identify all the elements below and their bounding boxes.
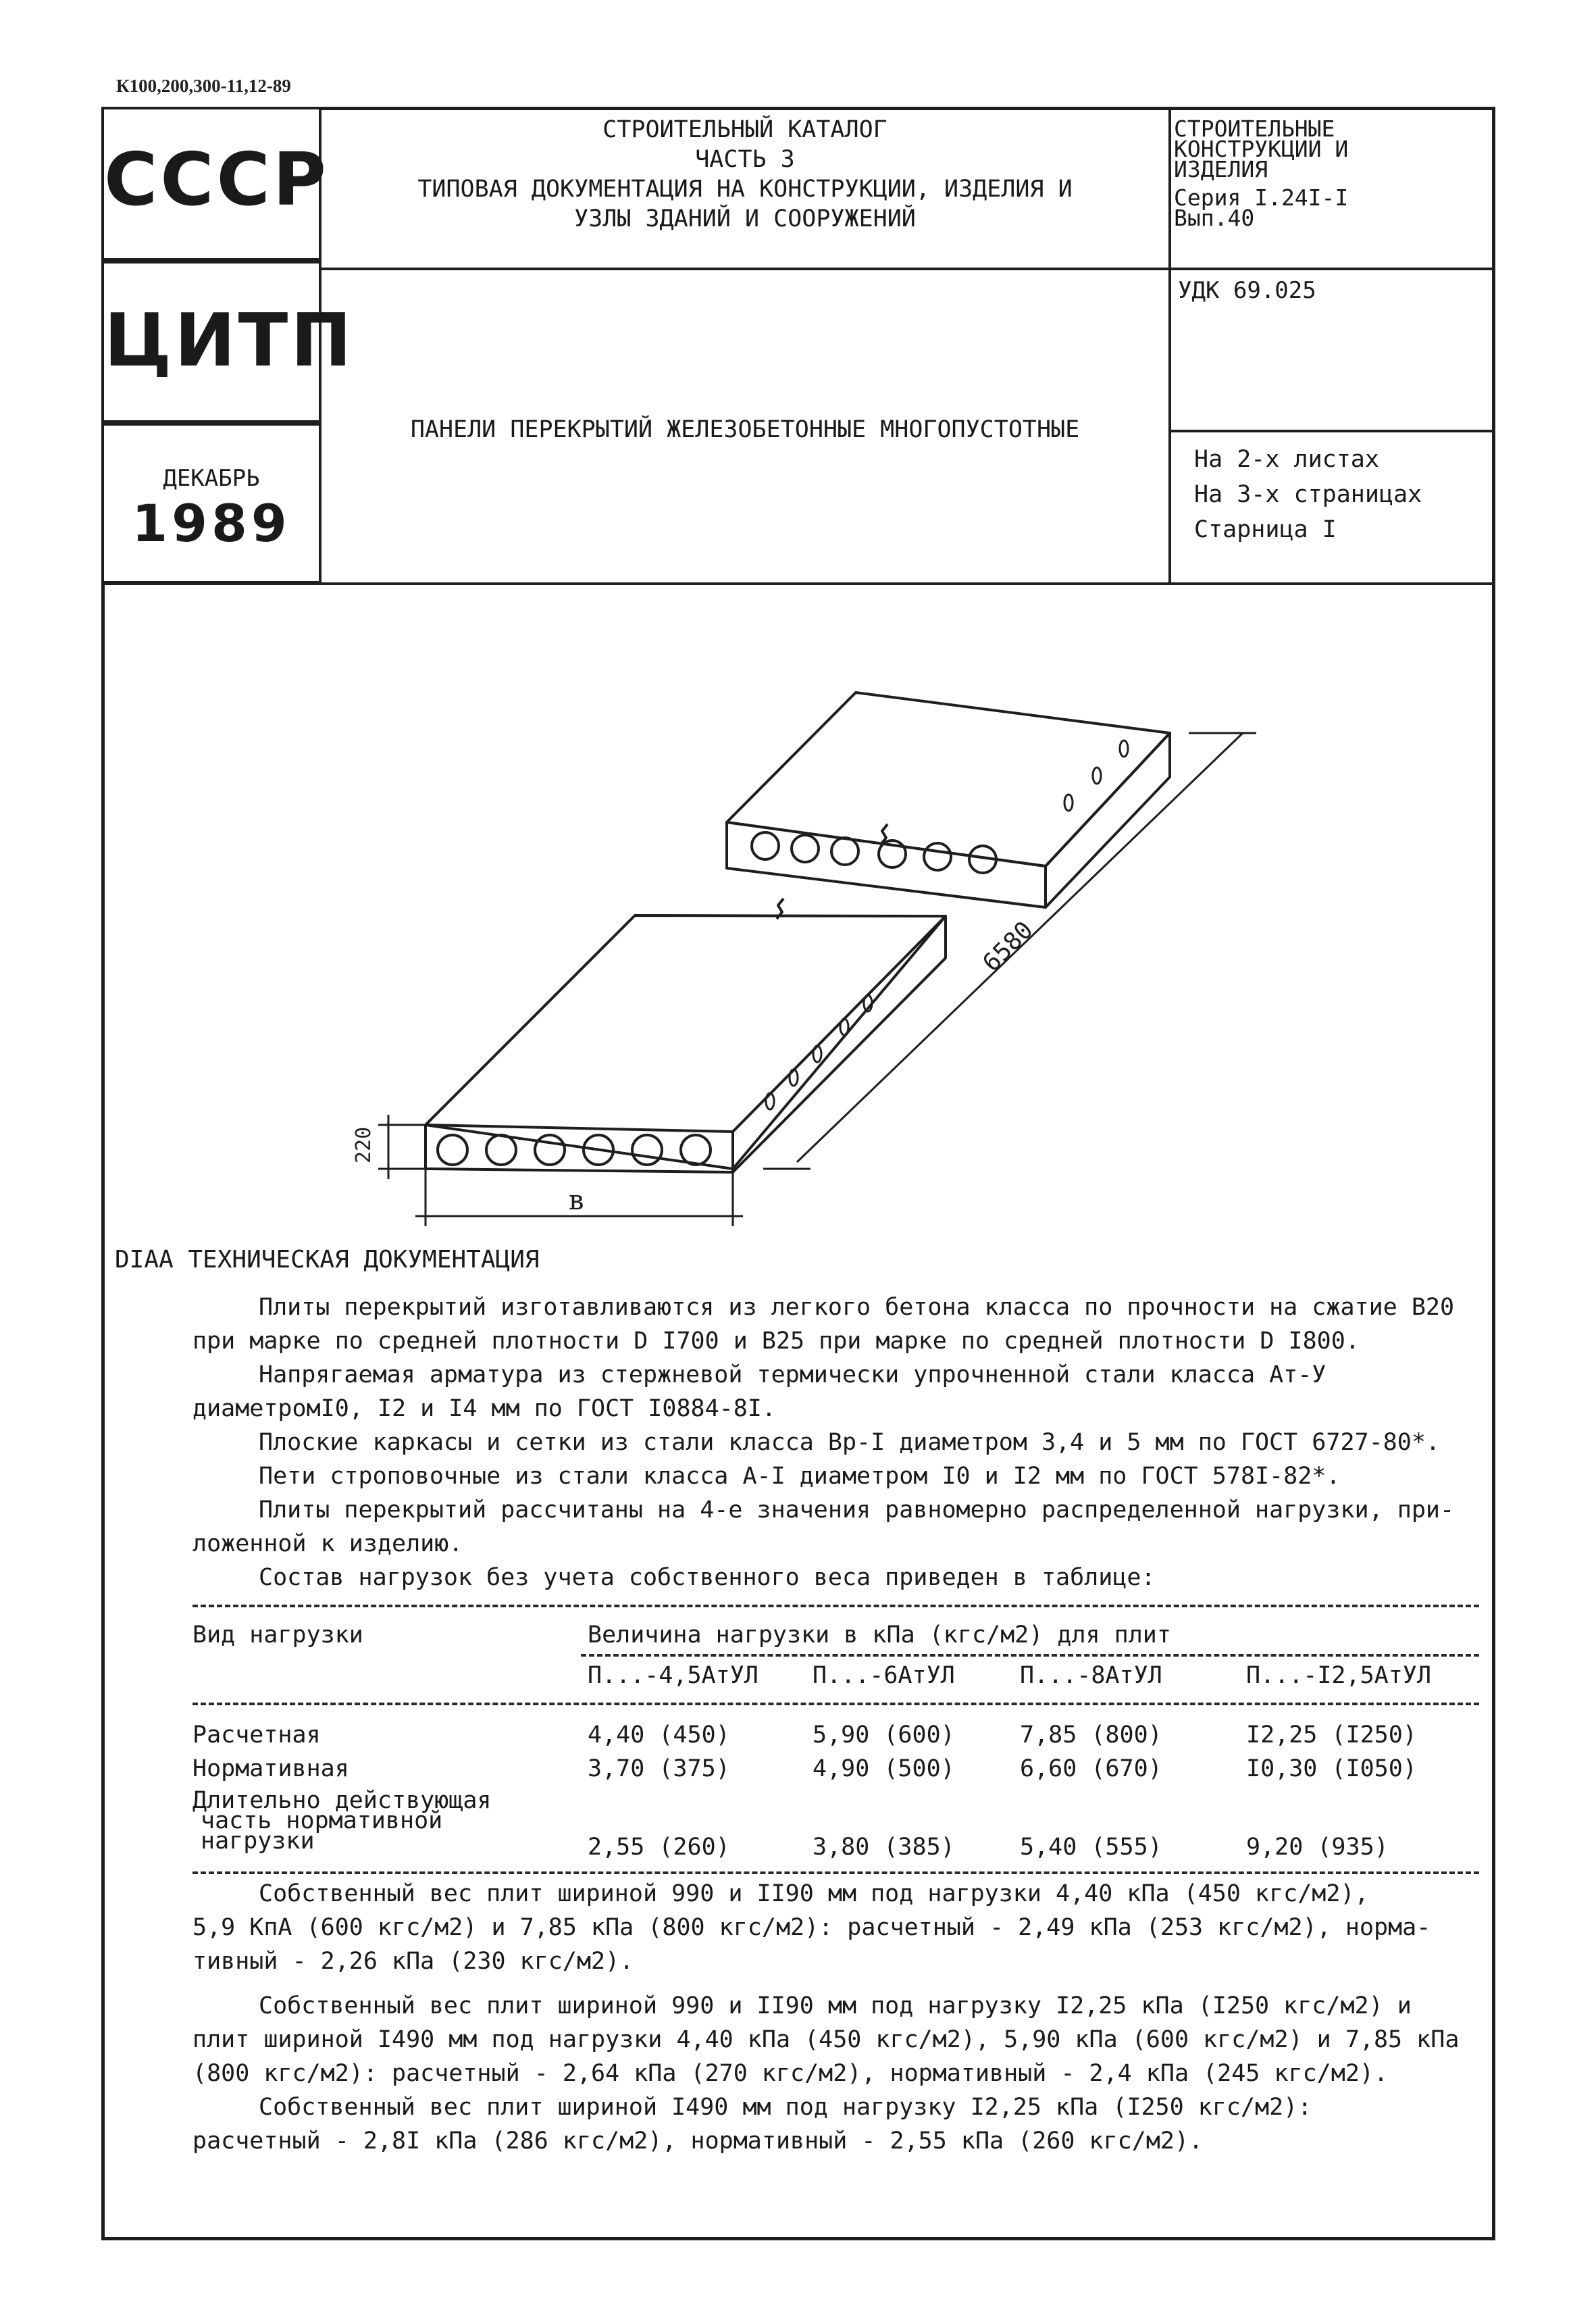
udk-code: УДК 69.025 <box>1178 277 1316 304</box>
text-line: Собственный вес плит шириной 990 и II90 мм под нагрузки 4,40 кПа (450 кгс/м2), <box>259 1880 1369 1907</box>
text-line: Пети строповочные из стали класса А-I диаметром I0 и I2 мм по ГОСТ 578I-82*. <box>259 1463 1341 1490</box>
category-line: ИЗДЕЛИЯ <box>1174 156 1268 182</box>
table-column-header: П...-6АтУЛ <box>813 1662 955 1689</box>
category-line: КОНСТРУКЦИИ И <box>1174 136 1349 162</box>
text-line: 5,9 КпА (600 кгс/м2) и 7,85 кПа (800 кгс/м2): расчетный - 2,49 кПа (253 кгс/м2), норма- <box>192 1914 1431 1941</box>
table-cell: I2,25 (I250) <box>1246 1721 1417 1749</box>
catalog-title-line: СТРОИТЕЛЬНЫЙ КАТАЛОГ <box>602 116 887 143</box>
document-code: К100,200,300-11,12-89 <box>116 76 291 96</box>
long-label-line: нагрузки <box>201 1828 315 1855</box>
table-cell: 5,90 (600) <box>813 1721 955 1749</box>
text-line: Состав нагрузок без учета собственного веса приведен в таблице: <box>259 1564 1156 1591</box>
spec-paragraphs <box>192 1290 1462 1594</box>
table-rule <box>581 1654 1479 1657</box>
sheet-count: На 2-х листах <box>1194 446 1379 473</box>
table-cell: 3,80 (385) <box>813 1834 955 1861</box>
series-number: Серия I.24I-I <box>1174 184 1349 211</box>
issue-number: Вып.40 <box>1174 205 1255 231</box>
text-line: Плиты перекрытий рассчитаны на 4-е значения равномерно распределенной нагрузки, при- <box>259 1496 1455 1524</box>
text-line: Напрягаемая арматура из стержневой термически упрочненной стали класса Ат-У <box>259 1361 1327 1388</box>
text-line: (800 кгс/м2): расчетный - 2,64 кПа (270 кгс/м2), нормативный - 2,4 кПа (245 кгс/м2). <box>192 2060 1389 2087</box>
issue-month: ДЕКАБРЬ <box>163 465 260 492</box>
text-line: ложенной к изделию. <box>192 1530 463 1557</box>
table-header-group: Величина нагрузки в кПа (кгс/м2) для плит <box>588 1621 1171 1649</box>
height-label: 220 <box>352 1126 376 1163</box>
table-rule <box>192 1871 1479 1874</box>
table-cell: 5,40 (555) <box>1020 1834 1162 1861</box>
category-line: СТРОИТЕЛЬНЫЕ <box>1174 116 1335 142</box>
table-column-header: П...-4,5АтУЛ <box>588 1662 758 1689</box>
table-row-label <box>192 1787 492 1855</box>
text-line: расчетный - 2,8I кПа (286 кгс/м2), нормативный - 2,55 кПа (260 кгс/м2). <box>192 2128 1204 2155</box>
catalog-title-line: ЧАСТЬ 3 <box>695 146 795 173</box>
table-header-load-type: Вид нагрузки <box>192 1621 363 1649</box>
text-line: Собственный вес плит шириной I490 мм под нагрузку I2,25 кПа (I250 кгс/м2): <box>259 2094 1312 2121</box>
table-cell: 6,60 (670) <box>1020 1755 1162 1782</box>
table-cell: I0,30 (I050) <box>1246 1755 1417 1782</box>
page-count: На 3-х страницах <box>1194 481 1422 508</box>
page-number: Старница I <box>1194 516 1337 543</box>
catalog-title-line: ТИПОВАЯ ДОКУМЕНТАЦИЯ НА КОНСТРУКЦИИ, ИЗДЕЛИЯ И <box>417 176 1073 203</box>
length-label: 6580 <box>977 916 1039 978</box>
ussr-label: СССР <box>104 138 329 222</box>
panel-title: ПАНЕЛИ ПЕРЕКРЫТИЙ ЖЕЛЕЗОБЕТОННЫЕ МНОГОПУСТОТНЫЕ <box>410 416 1080 443</box>
text-line: диаметромI0, I2 и I4 мм по ГОСТ I0884-8I. <box>192 1395 776 1422</box>
long-label-line: часть нормативной <box>201 1807 443 1834</box>
long-label-line: Длительно действующая <box>192 1787 492 1814</box>
table-rule <box>192 1703 1479 1705</box>
citp-label: ЦИТП <box>104 299 355 383</box>
text-line: Плоские каркасы и сетки из стали класса Вр-I диаметром 3,4 и 5 мм по ГОСТ 6727-80*. <box>259 1429 1440 1456</box>
table-cell: 4,40 (450) <box>588 1721 730 1749</box>
section-title: DIAA ТЕХНИЧЕСКАЯ ДОКУМЕНТАЦИЯ <box>115 1246 540 1274</box>
table-cell: 2,55 (260) <box>588 1834 730 1861</box>
table-cell: 7,85 (800) <box>1020 1721 1162 1749</box>
text-line: Собственный вес плит шириной 990 и II90 мм под нагрузку I2,25 кПа (I250 кгс/м2) и <box>259 1992 1412 2019</box>
width-label: в <box>569 1185 584 1216</box>
text-line: при марке по средней плотности D I700 и В25 при марке по средней плотности D I800. <box>192 1328 1360 1355</box>
back-slab-hollows <box>752 832 996 873</box>
table-rule <box>192 1605 1479 1607</box>
issue-year: 1989 <box>132 493 291 553</box>
text-line: тивный - 2,26 кПа (230 кгс/м2). <box>192 1948 634 1975</box>
table-row-label: Нормативная <box>192 1755 349 1782</box>
catalog-title-line: УЗЛЫ ЗДАНИЙ И СООРУЖЕНИЙ <box>574 205 916 232</box>
table-column-header: П...-I2,5АтУЛ <box>1246 1662 1431 1689</box>
self-weight-paragraphs <box>192 1877 1469 2158</box>
table-cell: 3,70 (375) <box>588 1755 730 1782</box>
text-line: Плиты перекрытий изготавливаются из легкого бетона класса по прочности на сжатие В20 <box>259 1294 1455 1321</box>
table-column-header: П...-8АтУЛ <box>1020 1662 1162 1689</box>
table-cell: 4,90 (500) <box>813 1755 955 1782</box>
table-cell: 9,20 (935) <box>1246 1834 1389 1861</box>
text-line: плит шириной I490 мм под нагрузки 4,40 кПа (450 кгс/м2), 5,90 кПа (600 кгс/м2) и 7,85 кПа <box>192 2026 1460 2053</box>
table-row-label: Расчетная <box>192 1721 321 1749</box>
